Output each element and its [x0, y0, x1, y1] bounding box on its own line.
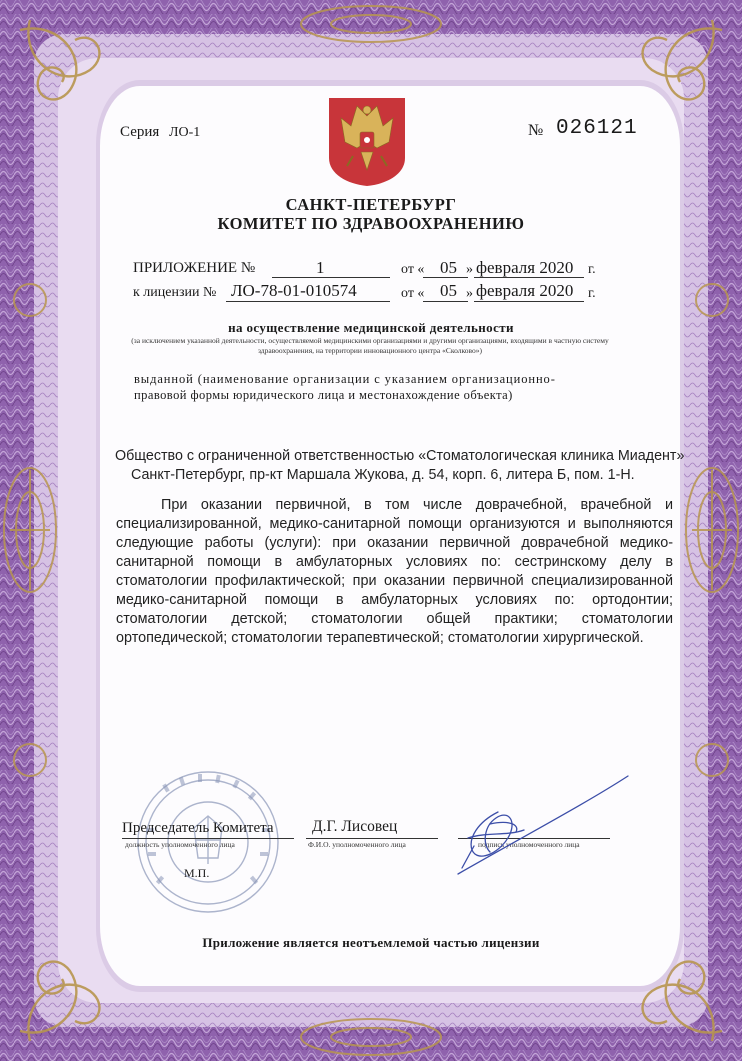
name-caption: Ф.И.О. уполномоченного лица — [308, 840, 406, 849]
license-from-label: от « — [401, 286, 425, 301]
license-day-line — [423, 301, 468, 302]
signature-name: Д.Г. Лисовец — [312, 818, 398, 835]
license-label: к лицензии № — [133, 285, 217, 300]
license-date-line — [474, 301, 584, 302]
appendix-quote-close: » — [466, 262, 473, 277]
handwritten-signature-icon — [438, 772, 638, 882]
license-day: 05 — [440, 281, 457, 300]
number-label: № — [528, 122, 544, 139]
number-value: 026121 — [556, 117, 638, 140]
issued-to-line1: выданной (наименование организации с указанием организационно- — [134, 372, 556, 386]
license-year-suffix: г. — [588, 286, 596, 301]
name-line — [306, 838, 438, 839]
stamp-place: М.П. — [184, 866, 210, 880]
appendix-day: 05 — [440, 258, 457, 277]
license-quote-close: » — [466, 286, 473, 301]
services-text: При оказании первичной, в том числе доврачебной, врачебной и специализированной, медико-санитарной помощи организуются и выполняются следующие работы (услуги): при оказании первичной доврачебной медико-санитарной помощи в амбулаторных условиях по: сестринскому делу в стоматологии профилактической; при оказании первичной специализированной медико-санитарной помощи в амбулаторных условиях по: ортодонтии; стоматологии детской; стоматологии общей практики; стоматологии ортопедической; стоматологии терапевтической; стоматологии хирургической. — [116, 497, 673, 646]
activity-title: на осуществление медицинской деятельности — [228, 320, 514, 335]
appendix-label: ПРИЛОЖЕНИЕ № — [133, 260, 256, 276]
license-number: ЛО-78-01-010574 — [231, 281, 357, 300]
authority-city: САНКТ-ПЕТЕРБУРГ — [285, 195, 457, 214]
appendix-from-label: от « — [401, 262, 425, 277]
signature-caption: подпись уполномоченного лица — [478, 840, 580, 849]
appendix-number-line — [272, 277, 390, 278]
activity-note: (за исключением указанной деятельности, осуществляемой медицинскими организациями и другими организациями, входящими в частную систему здравоохранения, на территории инновационного центра «Сколково») — [131, 336, 609, 355]
license-number-line — [226, 301, 390, 302]
organization-name: Общество с ограниченной ответственностью «Стоматологическая клиника Миадент» — [115, 448, 685, 464]
position-caption: должность уполномоченного лица — [125, 840, 235, 849]
authority-committee: КОМИТЕТ ПО ЗДРАВООХРАНЕНИЮ — [217, 214, 525, 233]
position-line — [122, 838, 294, 839]
organization-address: Санкт-Петербург, пр-кт Маршала Жукова, д. 54, корп. 6, литера Б, пом. 1-Н. — [131, 467, 635, 483]
appendix-month-year: февраля 2020 — [476, 258, 574, 277]
signature-position: Председатель Комитета — [122, 820, 274, 836]
series-label: Серия — [120, 124, 160, 140]
license-month-year: февраля 2020 — [476, 281, 574, 300]
appendix-year-suffix: г. — [588, 262, 596, 277]
footer-note: Приложение является неотъемлемой частью лицензии — [202, 935, 540, 950]
appendix-number: 1 — [316, 258, 325, 277]
russian-coat-of-arms-icon — [327, 96, 407, 188]
series-value: ЛО-1 — [169, 125, 201, 140]
issued-to-line2: правовой формы юридического лица и местонахождение объекта) — [134, 388, 513, 402]
